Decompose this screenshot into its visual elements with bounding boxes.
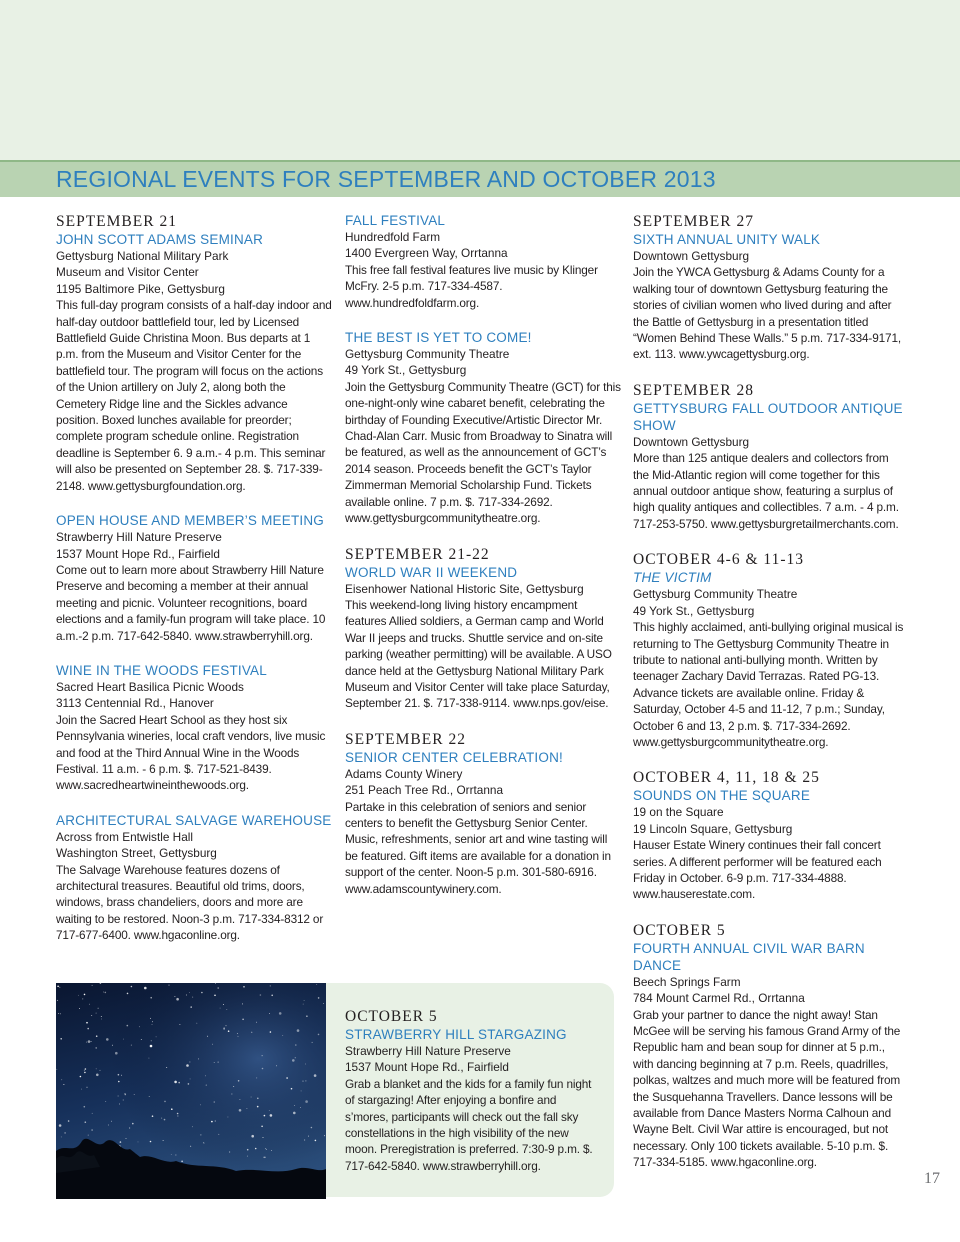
event-location: Downtown Gettysburg [633,434,750,449]
event-location: Gettysburg Community Theatre [345,347,510,362]
event-date: SEPTEMBER 21-22 [345,545,490,563]
event-item [56,662,332,794]
event-item [633,550,905,750]
event-title: SENIOR CENTER CELEBRATION! [345,749,563,765]
event-location: Eisenhower National Historic Site, Gettysburg [345,581,584,596]
event-description: This highly acclaimed, anti-bullying original musical is returning to The Gettysburg Community Theatre in tribute to national anti-bullying month. Written by teenager Zachary David Terrazas. Rated PG-13. Advance tickets are available online. Friday & Saturday, October 4-5 and 11-12, 7 p.m.; Sunday, October 6 and 13, 2 p.m. $. 717-334-2692. www.gettysburgcommunitytheatre.org. [633,620,904,749]
event-location: Downtown Gettysburg [633,249,750,263]
event-title: THE VICTIM [633,570,712,586]
event-title: WINE IN THE WOODS FESTIVAL [56,662,267,678]
featured-event [345,1007,601,1174]
event-address: Washington Street, Gettysburg [56,846,217,861]
section-title-bar [0,160,960,197]
event-address: 1195 Baltimore Pike, Gettysburg [56,281,225,296]
events-column-3 [633,212,905,1189]
event-location: Gettysburg Community Theatre [633,587,798,602]
event-title: FOURTH ANNUAL CIVIL WAR BARN DANCE [633,940,865,973]
event-date: OCTOBER 4-6 & 11-13 [633,551,804,569]
event-location: Beech Springs Farm [633,974,741,989]
event-location: Adams County Winery [345,766,463,781]
event-title: THE BEST IS YET TO COME! [345,330,532,346]
night-sky-image [56,983,326,1199]
event-address: 19 Lincoln Square, Gettysburg [633,821,793,836]
event-description: Join the Sacred Heart School as they host six Pennsylvania wineries, local craft vendors, live music and food at the Third Annual Wine in the Woods Festival. 11 a.m. - 6 p.m. $. 717-521-8439. www.sacredheartwineinthewoods.org. [56,712,326,793]
event-title: GETTYSBURG FALL OUTDOOR ANTIQUE SHOW [633,400,903,433]
event-title: SIXTH ANNUAL UNITY WALK [633,232,821,247]
event-title: JOHN SCOTT ADAMS SEMINAR [56,232,264,247]
event-title: ARCHITECTURAL SALVAGE WAREHOUSE [56,812,332,828]
event-item [345,329,621,526]
event-address: 49 York St., Gettysburg [345,363,467,378]
event-location: Hundredfold Farm [345,230,441,244]
page-number: 17 [924,1170,940,1187]
event-item [633,381,905,532]
stargazing-photo [56,983,326,1199]
event-date: OCTOBER 5 [345,1008,438,1025]
events-column-1 [56,212,332,962]
event-item [345,545,621,712]
event-item [345,730,621,897]
event-title: SOUNDS ON THE SQUARE [633,788,811,804]
event-address: 1537 Mount Hope Rd., Fairfield [345,1060,509,1075]
event-item [633,768,905,902]
event-item [56,512,332,644]
featured-event-box [326,983,614,1197]
event-date: SEPTEMBER 21 [56,213,177,230]
page-title: REGIONAL EVENTS FOR SEPTEMBER AND OCTOBER 2013 [56,166,716,192]
event-location: Sacred Heart Basilica Picnic Woods [56,679,244,694]
event-item [633,921,905,1171]
event-date: SEPTEMBER 28 [633,381,754,399]
event-date: SEPTEMBER 22 [345,730,466,748]
event-date: SEPTEMBER 27 [633,213,754,230]
event-item [56,212,332,494]
event-description: The Salvage Warehouse features dozens of architectural treasures. Beautiful old trims, doors, windows, brass chandeliers, doors and more are waiting to be restored. Noon-3 p.m. 717-334-8312 or 717-677-6400. www.hgaconline.org. [56,862,324,943]
event-location: Strawberry Hill Nature Preserve [56,530,222,545]
event-address: 251 Peach Tree Rd., Orrtanna [345,783,504,798]
event-title: OPEN HOUSE AND MEMBER’S MEETING [56,513,324,529]
event-description: Partake in this celebration of seniors and senior centers to benefit the Gettysburg Senior Center. Music, refreshments, senior art and wine tasting will be featured. Gift items are available for a donation in support of the center. Noon-5 p.m. 301-580-6916. www.adamscountywinery.com. [345,799,611,896]
event-title: FALL FESTIVAL [345,213,446,228]
event-description: This weekend-long living history encampment features Allied soldiers, a German camp and World War II jeeps and trucks. Shuttle service and on-site parking (weather permitting) will be available. A USO dance held at the Gettysburg National Military Park Museum and Visitor Center will take place Saturday, September 21. $. 717-338-9114. www.nps.gov/eise. [345,597,612,711]
event-address: 1537 Mount Hope Rd., Fairfield [56,546,220,561]
event-address: 784 Mount Carmel Rd., Orrtanna [633,991,805,1006]
event-address: 49 York St., Gettysburg [633,603,755,618]
event-item [56,812,332,944]
top-decorative-band [0,0,960,160]
events-column-2 [345,212,621,915]
event-location: Gettysburg National Military Park [56,249,229,263]
event-location: Strawberry Hill Nature Preserve [345,1044,511,1058]
event-location: Across from Entwistle Hall [56,829,194,844]
event-location: Museum and Visitor Center [56,265,199,280]
event-description: Hauser Estate Winery continues their fall concert series. A different performer will be featured each Friday in October. 6-9 p.m. 717-334-4888. www.hauserestate.com. [633,838,882,902]
event-description: More than 125 antique dealers and collectors from the Mid-Atlantic region will come together for this annual outdoor antique show, featuring a surplus of high quality antiques and collectibles. 7 a.m. - 4 p.m. 717-253-5750. www.gettysburgretailmerchants.com. [633,451,899,531]
event-description: Grab your partner to dance the night away! Stan McGee will be serving his famous Grand Army of the Republic ham and bean soup for dinner at 5 p.m., with dancing beginning at 7 p.m. Reels, quadrilles, polkas, waltzes and much more will be featured from the Susquehanna Travellers. Dance lessons will be available from Dance Masters Norma Calhoun and Wayne Belt. Civil War attire is encouraged, but not necessary. Only 100 tickets available. 5-10 p.m. $. 717-334-5185. www.hgaconline.org. [633,1007,901,1170]
event-description: Join the Gettysburg Community Theatre (GCT) for this one-night-only wine cabaret benefit, celebrating the birthday of Founding Executive/Artistic Director Mr. Chad-Alan Carr. Music from Broadway to Sinatra will be featured, as well as the announcement of GCT’s 2014 season. Proceeds benefit the GCT’s Taylor Zimmerman Memorial Scholarship Fund. Tickets available online. 7 p.m. $. 717-334-2692. www.gettysburgcommunitytheatre.org. [345,379,621,526]
event-description: Come out to learn more about Strawberry Hill Nature Preserve and becoming a member at their annual meeting and picnic. Volunteer recognitions, board elections and a family-fun program will take place. 10 a.m.-2 p.m. 717-642-5840. www.strawberryhill.org. [56,562,326,643]
event-description: This full-day program consists of a half-day indoor and half-day outdoor battlefield tour, led by Licensed Battlefield Guide Christina Moon. Bus departs at 1 p.m. from the Museum and Visitor Center for the battlefield tour. The program will focus on the actions of the Union artillery on July 2, along both the Cemetery Ridge line and the Sickles advance position. Boxed lunches available for preorder; complete program schedule online. Registration deadline is September 6. 9 a.m.- 4 p.m. This seminar will also be presented on September 28. $. 717-339-2148. www.gettysburgfoundation.org. [56,298,332,493]
event-location: 19 on the Square [633,805,724,820]
event-item [345,212,621,311]
event-title: STRAWBERRY HILL STARGAZING [345,1027,567,1042]
event-description: Join the YWCA Gettysburg & Adams County for a walking tour of downtown Gettysburg featuring the stories of civilian women who lived during and after the Battle of Gettysburg in a presentation titled “Women Behind These Walls.” 5 p.m. 717-334-9171, ext. 113. www.ywcagettysburg.org. [633,265,901,362]
event-address: 1400 Evergreen Way, Orrtanna [345,246,508,261]
event-description: Grab a blanket and the kids for a family fun night of stargazing! After enjoying a bonfire and s’mores, participants will check out the fall sky constellations in the high visibility of the new moon. Preregistration is preferred. 7:30-9 p.m. $. 717-642-5840. www.strawberryhill.org. [345,1076,593,1173]
event-description: This free fall festival features live music by Klinger McFry. 2-5 p.m. 717-334-4587. www.hundredfoldfarm.org. [345,262,598,310]
event-date: OCTOBER 4, 11, 18 & 25 [633,769,820,787]
event-address: 3113 Centennial Rd., Hanover [56,696,214,711]
event-item [633,212,905,363]
event-date: OCTOBER 5 [633,921,726,939]
event-title: WORLD WAR II WEEKEND [345,564,518,580]
